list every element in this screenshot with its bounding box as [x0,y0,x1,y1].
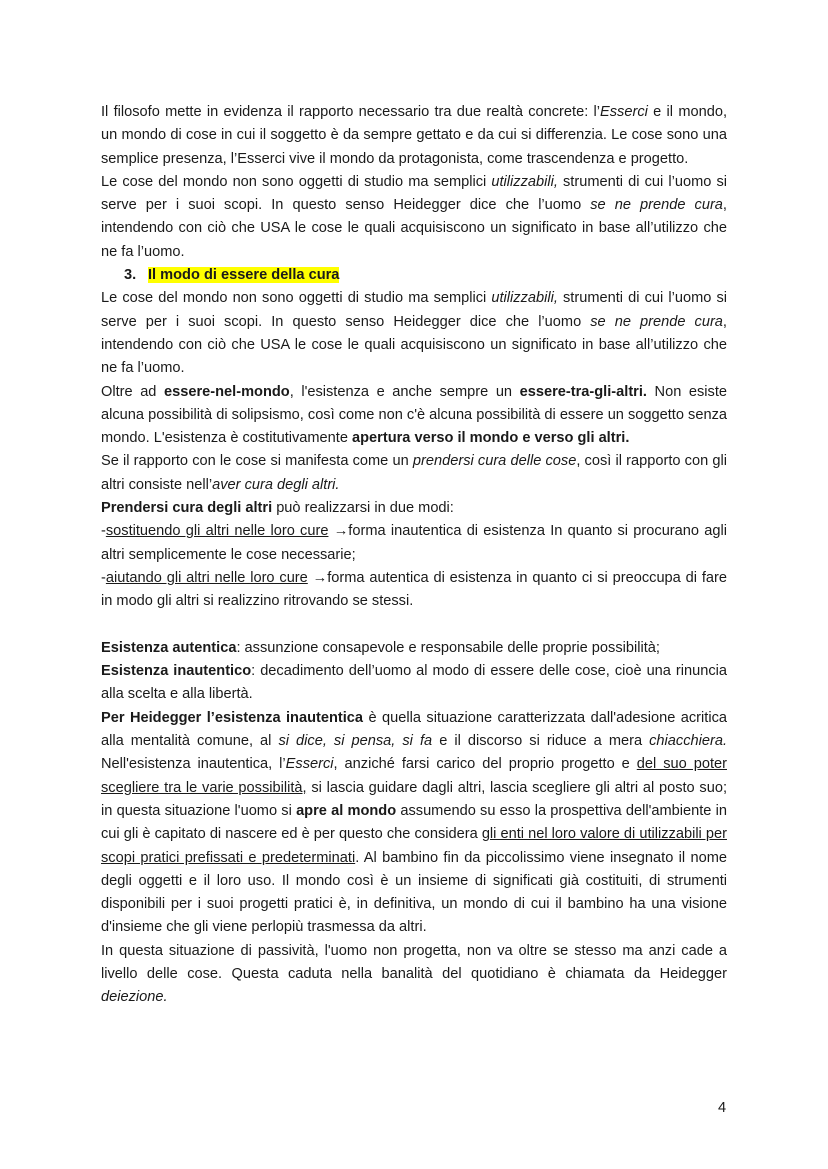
underlined-term: del suo poter scegliere tra le varie possibilità, [101,756,727,796]
text-run: può realizzarsi in due modi: [272,500,454,517]
italic-term: se ne prende cura [590,197,723,214]
bold-term: Per Heidegger l’esistenza inautentica [101,709,364,726]
underlined-term: gli enti nel loro valore di utilizzabili per scopi pratici prefissati e predeterminati [101,826,727,866]
italic-term: si dice, si pensa, si fa [278,733,433,750]
text-run: assumendo su esso la prospettiva dell'ambiente in cui gli è capitato di nascere ed è per questo che considera [101,802,727,843]
text-run: →forma inautentica di esistenza In quanto si procurano agli altri semplicemente le cose necessarie; [101,523,727,563]
text-run: : decadimento dell’uomo al modo di essere delle cose, cioè una rinuncia alla scelta e alla libertà. [101,663,728,703]
text-run: strumenti di cui l’uomo si serve per i suoi scopi. In questo senso Heidegger dice che l’uomo [101,290,727,330]
text-run: Se il rapporto con le cose si manifesta come un [101,453,413,470]
page-body [101,101,727,1010]
paragraph-esserci-mondo [101,101,727,171]
text-run: - [101,569,106,586]
italic-term: Esserci [285,756,334,773]
text-run: , così il rapporto con gli altri consiste nell’ [101,453,727,493]
paragraph-utilizzabili [101,171,727,264]
italic-term: se ne prende cura [590,313,723,330]
paragraph-cura [101,450,727,497]
italic-term: prendersi cura delle cose [412,453,577,470]
section-heading [101,264,727,287]
italic-term: aver cura degli altri. [212,476,340,493]
bold-term: apertura verso il mondo e verso gli altri. [352,430,630,447]
bold-term: essere-nel-mondo [164,383,290,400]
blank-line [101,614,727,637]
paragraph-due-modi [101,497,727,520]
text-run: Le cose del mondo non sono oggetti di studio ma semplici [101,173,492,190]
text-run: , anziché farsi carico del proprio progetto e [333,756,637,773]
text-run: Le cose del mondo non sono oggetti di studio ma semplici [101,290,492,307]
bold-term: Prendersi cura degli altri [101,500,273,517]
list-item-aiutando [101,567,727,614]
italic-term: chiacchiera. [649,733,727,750]
underlined-term: aiutando gli altri nelle loro cure [105,569,308,586]
text-run: Non esiste alcuna possibilità di solipsismo, così come non c'è alcuna possibilità di essere un soggetto senza mondo. L'esistenza è costitutivamente [101,383,727,447]
section-title-highlighted: Il modo di essere della cura [148,267,340,284]
paragraph-esistenza-inautentica [101,707,727,940]
italic-term: utilizzabili, [491,290,558,307]
text-run: Oltre ad [101,383,164,400]
text-run: →forma autentica di esistenza in quanto ci si preoccupa di fare in modo gli altri si realizzino ritrovando se stessi. [101,569,727,610]
bold-term: Esistenza autentica [101,639,237,656]
italic-term: deiezione. [101,989,168,1006]
text-run: , intendendo con ciò che USA le cose le quali acquisiscono un significato in base all’utilizzo che ne fa l’uomo. [101,197,727,260]
text-run: è quella situazione caratterizzata dall'adesione acritica alla mentalità comune, al [101,709,727,750]
text-run: , intendendo con ciò che USA le cose le quali acquisiscono un significato in base all’utilizzo che ne fa l’uomo. [101,313,727,377]
text-run: e il mondo, un mondo di cose in cui il soggetto è da sempre gettato e da cui si differenzia. Le cose sono una semplice presenza, l’Esserci vive il mondo da protagonista, come trascendenza e progetto. [101,104,728,167]
text-run: In questa situazione di passività, l'uomo non progetta, non va oltre se stesso ma anzi cade a livello delle cose. Questa caduta nella banalità del quotidiano è chiamata da Heidegger [101,942,727,982]
text-run: si lascia guidare dagli altri, lascia scegliere gli altri al posto suo; in questa situazione l'uomo si [101,779,728,819]
section-number: 3. [124,267,137,284]
paragraph-essere-nel-mondo [101,381,727,451]
underlined-term: sostituendo gli altri nelle loro cure [105,523,329,540]
bold-term: apre al mondo [296,802,397,819]
text-run: - [101,523,106,540]
list-item-sostituendo [101,520,727,567]
bold-term: Esistenza inautentico [101,663,252,680]
paragraph-utilizzabili-repeat [101,287,727,380]
text-run: e il discorso si riduce a mera [432,733,650,750]
text-run: strumenti di cui l’uomo si serve per i suoi scopi. In questo senso Heidegger dice che l’uomo [101,173,727,214]
text-run: Il filosofo mette in evidenza il rapporto necessario tra due realtà concrete: l’ [101,104,601,120]
text-run: . Al bambino fin da piccolissimo viene insegnato il nome degli oggetti e il loro uso. Il mondo così è un insieme di significati già costituiti, di strumenti disponibili per i suoi progetti pratici è, in definitiva, un mondo di cui il bambino ha una visione d'insieme che gli viene perlopiù trasmessa da altri. [101,849,727,936]
page-number: 4 [718,1100,727,1116]
text-run: , l'esistenza e anche sempre un [289,383,520,400]
text-run: : assunzione consapevole e responsabile delle proprie possibilità; [236,639,660,656]
definition-esistenza-autentica [101,637,727,660]
bold-term: essere-tra-gli-altri. [519,383,647,400]
italic-term: Esserci [600,104,648,120]
italic-term: utilizzabili, [491,173,558,190]
definition-esistenza-inautentico [101,660,727,707]
paragraph-deiezione [101,940,727,1010]
text-run: Nell'esistenza inautentica, l’ [101,756,286,773]
